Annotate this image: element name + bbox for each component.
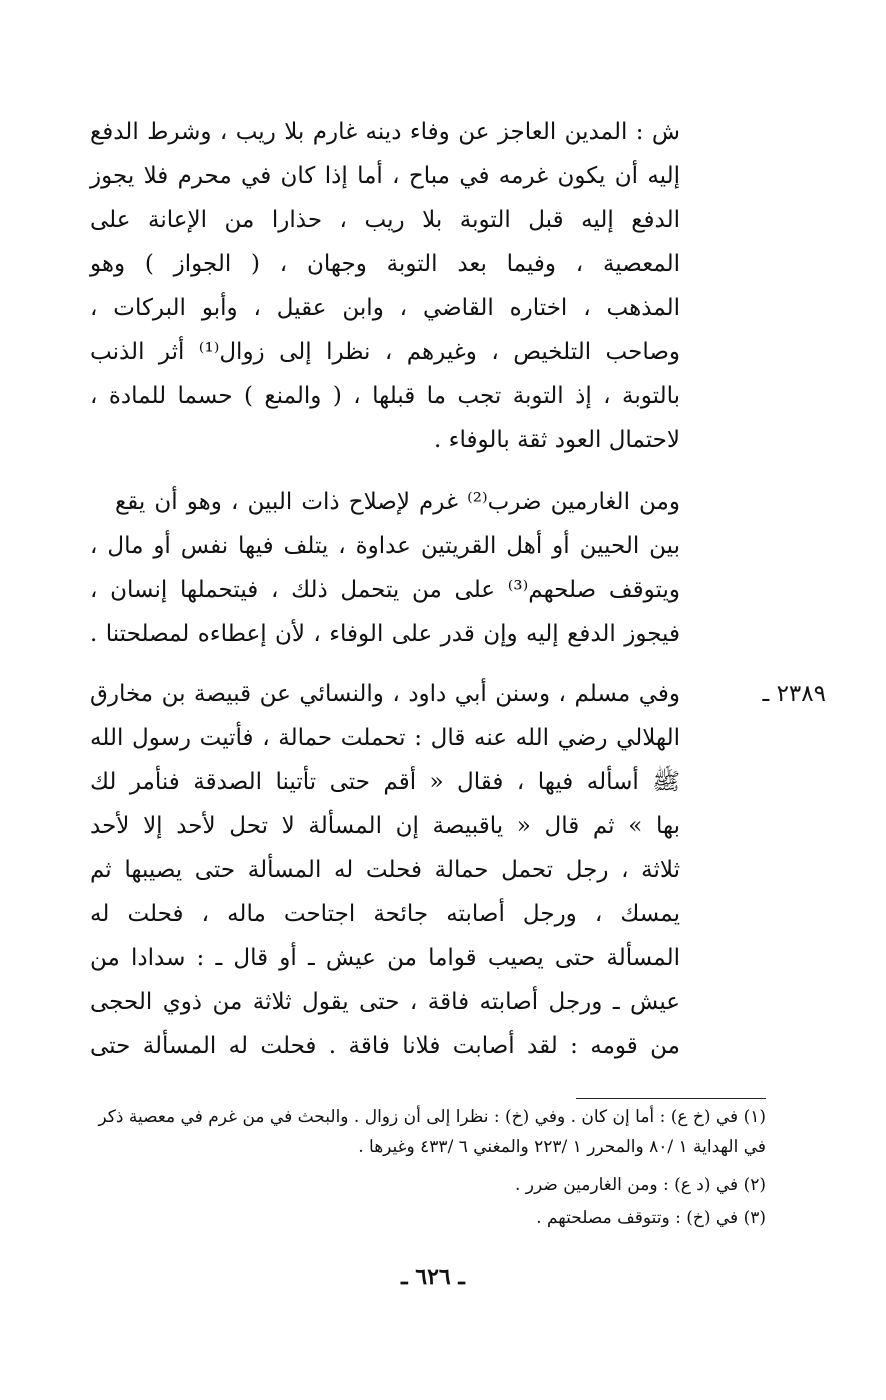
body-line: ومن الغارمين ضرب⁽²⁾ غرم لإصلاح ذات البين ، وهو أن يقع	[115, 489, 680, 515]
body-line: المذهب ، اختاره القاضي ، وابن عقيل ، وأبو البركات ،	[90, 295, 680, 321]
hadith-line: المسألة حتى يصيب قواما من عيش ـ أو قال ـ : سدادا من	[90, 945, 680, 971]
hadith-line: ثلاثة ، رجل تحمل حمالة فحلت له المسألة حتى يصيبها ثم	[90, 857, 680, 883]
hadith-line: وفي مسلم ، وسنن أبي داود ، والنسائي عن قبيصة بن مخارق	[90, 681, 680, 707]
body-line: ويتوقف صلحهم⁽³⁾ على من يتحمل ذلك ، فيتحملها إنسان ،	[90, 577, 681, 603]
body-line: المعصية ، وفيما بعد التوبة وجهان ، ( الجواز ) وهو	[90, 251, 680, 277]
footnote-line: في الهداية ١ /٨٠ والمحرر ١ /٢٢٣ والمغني ٦ /٤٣٣ وغيرها .	[358, 1137, 766, 1157]
body-line: بين الحيين أو أهل القريتين عداوة ، يتلف فيها نفس أو مال ،	[90, 533, 680, 559]
body-line: إليه أن يكون غرمه في مباح ، أما إذا كان في محرم فلا يجوز	[90, 163, 680, 189]
hadith-line: بها » ثم قال « ياقبيصة إن المسألة لا تحل لأحد إلا لأحد	[90, 813, 680, 839]
footnote-separator	[576, 1098, 766, 1099]
footnote-line: (٢) في (د ع) : ومن الغارمين ضرر .	[514, 1175, 766, 1195]
body-line: ش : المدين العاجز عن وفاء دينه غارم بلا ريب ، وشرط الدفع	[90, 119, 680, 145]
hadith-line: عيش ـ ورجل أصابته فاقة ، حتى يقول ثلاثة من ذوي الحجى	[90, 989, 680, 1015]
hadith-number: ٢٣٨٩ ـ	[762, 681, 826, 707]
body-line: بالتوبة ، إذ التوبة تجب ما قبلها ، ( والمنع ) حسما للمادة ،	[90, 383, 680, 409]
footnote-line: (٣) في (خ) : وتتوقف مصلحتهم .	[536, 1208, 766, 1228]
hadith-line: الهلالي رضي الله عنه قال : تحملت حمالة ، فأتيت رسول الله	[90, 725, 680, 751]
hadith-line: ﷺ أسأله فيها ، فقال « أقم حتى تأتينا الصدقة فنأمر لك	[90, 769, 680, 795]
hadith-line: من قومه : لقد أصابت فلانا فاقة . فحلت له المسألة حتى	[90, 1033, 680, 1059]
body-line: لاحتمال العود ثقة بالوفاء .	[434, 427, 680, 453]
footnote-line: (١) في (خ ع) : أما إن كان . وفي (خ) : نظرا إلى أن زوال . والبحث في من غرم في معصية ذكر	[98, 1107, 766, 1127]
body-line: الدفع إليه قبل التوبة بلا ريب ، حذارا من الإعانة على	[90, 207, 680, 233]
page-number: ـ ٦٢٦ ـ	[401, 1264, 465, 1290]
hadith-line: يمسك ، ورجل أصابته جائحة اجتاحت ماله ، فحلت له	[90, 901, 680, 927]
body-line: وصاحب التلخيص ، وغيرهم ، نظرا إلى زوال⁽¹⁾ أثر الذنب	[90, 339, 680, 365]
body-line: فيجوز الدفع إليه وإن قدر على الوفاء ، لأن إعطاءه لمصلحتنا .	[90, 621, 680, 647]
